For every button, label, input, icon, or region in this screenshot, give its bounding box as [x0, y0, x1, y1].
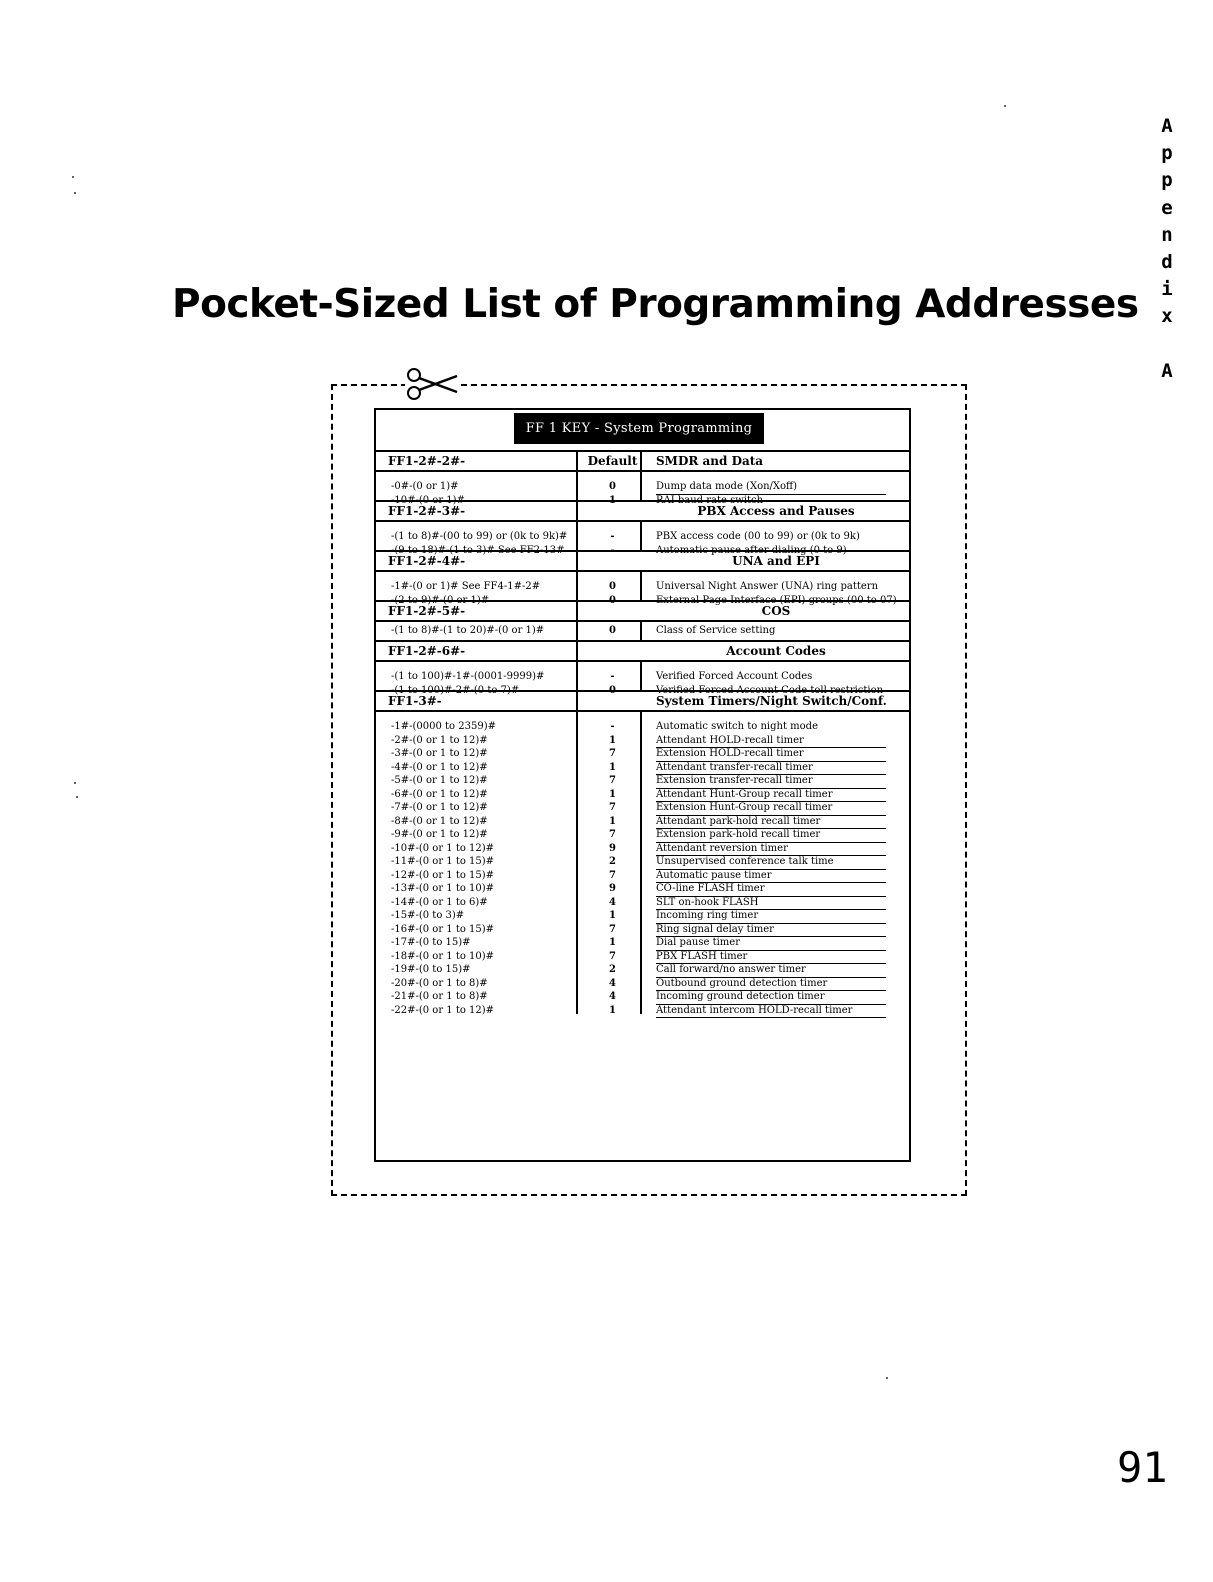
- row-default: 0: [609, 594, 616, 606]
- column-divider: [576, 690, 578, 712]
- table-row: [376, 869, 909, 883]
- table-row: [376, 963, 909, 977]
- row-default: 4: [609, 977, 616, 989]
- row-default: 1: [609, 734, 616, 746]
- row-description: CO-line FLASH timer: [656, 882, 886, 897]
- row-description: Universal Night Answer (UNA) ring pattern: [656, 581, 879, 592]
- page-number: 91: [1117, 1443, 1168, 1492]
- row-description: Attendant reversion timer: [656, 842, 886, 857]
- row-description: Extension HOLD-recall timer: [656, 747, 886, 762]
- table-row: [376, 815, 909, 829]
- row-description: Call forward/no answer timer: [656, 963, 886, 978]
- row-default: 9: [609, 842, 616, 854]
- row-address: -20#-(0 or 1 to 8)#: [391, 977, 488, 989]
- row-address: -10#-(0 or 1 to 12)#: [391, 842, 495, 854]
- section-name: PBX Access and Pauses: [697, 504, 855, 518]
- row-description: Automatic switch to night mode: [656, 721, 818, 732]
- row-address: -5#-(0 or 1 to 12)#: [391, 775, 488, 786]
- table-row: [376, 774, 909, 788]
- side-tab-letter: n: [1161, 223, 1173, 246]
- column-divider: [576, 640, 578, 662]
- row-default: -: [610, 671, 615, 682]
- row-default: 7: [609, 748, 616, 759]
- row-default: 0: [609, 625, 616, 636]
- side-tab-letter: A: [1161, 359, 1173, 382]
- row-address: -12#-(0 or 1 to 15)#: [391, 869, 495, 881]
- page-title: Pocket-Sized List of Programming Addresses: [172, 282, 1139, 327]
- row-address: -1#-(0000 to 2359)#: [391, 721, 496, 732]
- table-row: [376, 909, 909, 923]
- row-default: 0: [609, 581, 616, 592]
- row-address: -13#-(0 or 1 to 10)#: [391, 883, 495, 894]
- table-row: [376, 624, 909, 638]
- side-tab-letter: p: [1161, 169, 1173, 192]
- row-description: Extension transfer-recall timer: [656, 774, 886, 789]
- row-address: -1#-(0 or 1)# See FF4-1#-2#: [391, 581, 541, 592]
- row-description: SLT on-hook FLASH: [656, 896, 886, 911]
- row-default: 0: [609, 684, 616, 696]
- row-description: Incoming ground detection timer: [656, 990, 886, 1005]
- row-address: -(2 to 9)#-(0 or 1)#: [391, 594, 490, 606]
- section-name: Account Codes: [726, 644, 826, 658]
- table-row: [376, 842, 909, 856]
- row-default: 7: [609, 829, 616, 840]
- section-name: COS: [761, 604, 791, 618]
- row-default: 7: [609, 950, 616, 962]
- row-address: -16#-(0 or 1 to 15)#: [391, 923, 495, 935]
- column-divider: [640, 522, 642, 550]
- row-default: 9: [609, 883, 616, 894]
- section-address: FF1-2#-2#-: [388, 454, 466, 468]
- row-default: 1: [609, 788, 616, 800]
- section-header-row: [376, 550, 909, 572]
- row-address: -8#-(0 or 1 to 12)#: [391, 815, 488, 827]
- section-header-row: [376, 450, 909, 472]
- section-name: SMDR and Data: [656, 454, 764, 468]
- table-row: [376, 801, 909, 815]
- row-address: -2#-(0 or 1 to 12)#: [391, 734, 488, 746]
- row-description: PBX access code (00 to 99) or (0k to 9k): [656, 531, 860, 542]
- row-address: -14#-(0 or 1 to 6)#: [391, 896, 488, 908]
- table-row: [376, 761, 909, 775]
- side-tab-letter: p: [1161, 142, 1173, 165]
- row-address: -17#-(0 to 15)#: [391, 937, 471, 948]
- side-tab-letter: d: [1161, 251, 1173, 274]
- row-description: Dial pause timer: [656, 936, 886, 951]
- row-default: 1: [609, 815, 616, 827]
- default-column-header: Default: [587, 454, 638, 468]
- table-row: [376, 950, 909, 964]
- row-address: -21#-(0 or 1 to 8)#: [391, 991, 488, 1002]
- section-header-row: [376, 500, 909, 522]
- column-divider: [576, 600, 578, 622]
- appendix-side-tab: [1152, 113, 1182, 385]
- section-header-row: [376, 600, 909, 622]
- card-title: FF 1 KEY - System Programming: [514, 413, 764, 444]
- scissors-icon: [405, 366, 461, 402]
- column-divider: [640, 662, 642, 690]
- row-address: -6#-(0 or 1 to 12)#: [391, 788, 488, 800]
- column-divider: [640, 572, 642, 600]
- section-address: FF1-3#-: [388, 694, 442, 708]
- side-tab-letter: i: [1161, 278, 1173, 301]
- row-default: 1: [609, 1004, 616, 1016]
- scan-speck: [74, 192, 76, 194]
- row-default: 7: [609, 869, 616, 881]
- scan-speck: [74, 782, 76, 784]
- section-address: FF1-2#-5#-: [388, 604, 466, 618]
- row-default: 1: [609, 761, 616, 773]
- table-row: [376, 896, 909, 910]
- side-tab-letter: x: [1161, 305, 1173, 328]
- column-divider: [576, 712, 578, 1014]
- section-address: FF1-2#-3#-: [388, 504, 466, 518]
- row-description: Attendant HOLD-recall timer: [656, 734, 886, 749]
- column-divider: [640, 712, 642, 1014]
- row-default: -: [610, 531, 615, 542]
- table-row: [376, 670, 909, 684]
- table-row: [376, 734, 909, 748]
- side-tab-gap: [1152, 331, 1182, 358]
- section-address: FF1-2#-4#-: [388, 554, 466, 568]
- row-default: 1: [609, 494, 616, 506]
- row-default: 7: [609, 923, 616, 935]
- row-address: -11#-(0 or 1 to 15)#: [391, 856, 495, 867]
- row-address: -3#-(0 or 1 to 12)#: [391, 748, 488, 759]
- row-default: 4: [609, 991, 616, 1002]
- section-header-row: [376, 640, 909, 662]
- row-default: 7: [609, 802, 616, 813]
- row-default: 2: [609, 856, 616, 867]
- table-row: [376, 788, 909, 802]
- table-row: [376, 747, 909, 761]
- row-description: Extension Hunt-Group recall timer: [656, 801, 886, 816]
- row-description: Attendant park-hold recall timer: [656, 815, 886, 830]
- row-address: -22#-(0 or 1 to 12)#: [391, 1004, 495, 1016]
- row-description: Automatic pause after dialing (0 to 9): [656, 544, 847, 556]
- table-row: [376, 855, 909, 869]
- row-default: 1: [609, 937, 616, 948]
- row-description: Ring signal delay timer: [656, 923, 886, 938]
- card-header: [376, 410, 909, 452]
- row-default: -: [610, 721, 615, 732]
- row-description: Automatic pause timer: [656, 869, 886, 884]
- section-name: UNA and EPI: [732, 554, 820, 568]
- table-row: [376, 1004, 909, 1018]
- row-description: Incoming ring timer: [656, 909, 886, 924]
- column-divider: [576, 662, 578, 690]
- row-address: -(1 to 8)#-(1 to 20)#-(0 or 1)#: [391, 625, 545, 636]
- row-address: -4#-(0 or 1 to 12)#: [391, 761, 488, 773]
- column-divider: [576, 472, 578, 500]
- row-address: -(1 to 100)#-2#-(0 to 7)#: [391, 684, 520, 696]
- side-tab-letter: A: [1161, 115, 1173, 137]
- column-divider: [576, 572, 578, 600]
- table-row: [376, 882, 909, 896]
- row-address: -(1 to 8)#-(00 to 99) or (0k to 9k)#: [391, 531, 568, 542]
- row-description: Attendant intercom HOLD-recall timer: [656, 1004, 886, 1019]
- scan-speck: [886, 1377, 888, 1379]
- side-tab-letter: e: [1161, 196, 1173, 219]
- column-divider: [576, 500, 578, 522]
- row-description: Attendant transfer-recall timer: [656, 761, 886, 776]
- table-row: [376, 480, 909, 494]
- table-row: [376, 580, 909, 594]
- column-divider: [640, 450, 642, 472]
- row-default: 1: [609, 910, 616, 921]
- row-address: -(9 to 18)#-(1 to 3)# See FF2-13#: [391, 544, 565, 556]
- scan-speck: [1004, 105, 1006, 107]
- row-address: -18#-(0 or 1 to 10)#: [391, 950, 495, 962]
- row-address: -15#-(0 to 3)#: [391, 910, 465, 921]
- table-row: [376, 828, 909, 842]
- table-row: [376, 990, 909, 1004]
- table-row: [376, 923, 909, 937]
- row-description: PBX FLASH timer: [656, 950, 886, 965]
- section-header-row: [376, 690, 909, 712]
- column-divider: [576, 522, 578, 550]
- scan-speck: [72, 176, 74, 178]
- row-description: Extension park-hold recall timer: [656, 828, 886, 843]
- section-name: System Timers/Night Switch/Conf.: [656, 694, 887, 708]
- row-address: -7#-(0 or 1 to 12)#: [391, 802, 488, 813]
- table-row: [376, 936, 909, 950]
- column-divider: [576, 550, 578, 572]
- column-divider: [576, 622, 578, 640]
- row-description: Verified Forced Account Codes: [656, 671, 813, 682]
- row-default: 4: [609, 896, 616, 908]
- row-description: External Page Interface (EPI) groups (00 to 07): [656, 594, 897, 606]
- table-row: [376, 720, 909, 734]
- row-description: Attendant Hunt-Group recall timer: [656, 788, 886, 803]
- row-address: -19#-(0 to 15)#: [391, 964, 471, 975]
- row-description: Outbound ground detection timer: [656, 977, 886, 992]
- row-description: RAI baud rate switch: [656, 494, 764, 506]
- row-description: Dump data mode (Xon/Xoff): [656, 480, 886, 495]
- programming-card: [374, 408, 911, 1162]
- table-row: [376, 530, 909, 544]
- row-description: Unsupervised conference talk time: [656, 855, 886, 870]
- row-default: -: [610, 544, 615, 556]
- row-address: -9#-(0 or 1 to 12)#: [391, 829, 488, 840]
- row-description: Verified Forced Account Code toll restriction: [656, 684, 884, 696]
- column-divider: [640, 472, 642, 500]
- row-address: -(1 to 100)#-1#-(0001-9999)#: [391, 671, 545, 682]
- column-divider: [576, 450, 578, 472]
- table-row: [376, 977, 909, 991]
- scan-speck: [76, 796, 78, 798]
- row-address: -0#-(0 or 1)#: [391, 481, 459, 492]
- row-description: Class of Service setting: [656, 625, 776, 636]
- section-address: FF1-2#-6#-: [388, 644, 466, 658]
- row-default: 7: [609, 775, 616, 786]
- row-default: 0: [609, 481, 616, 492]
- row-default: 2: [609, 964, 616, 975]
- column-divider: [640, 622, 642, 640]
- row-address: -10#-(0 or 1)#: [391, 494, 465, 506]
